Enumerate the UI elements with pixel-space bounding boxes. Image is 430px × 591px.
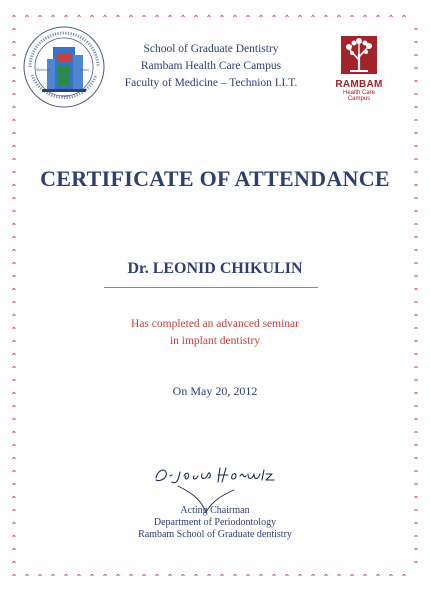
border-flourish [117, 575, 120, 577]
rambam-tree-logo-icon [341, 36, 377, 74]
border-flourish [415, 81, 418, 83]
signatory-title-1: Acting Chairman [180, 505, 250, 516]
border-flourish [13, 29, 16, 31]
border-flourish [260, 575, 263, 577]
border-flourish [208, 575, 211, 577]
border-flourish [415, 237, 418, 239]
header-line-school: School of Graduate Dentistry [143, 43, 279, 55]
border-flourish [415, 471, 418, 473]
border-flourish [65, 16, 68, 18]
border-flourish [247, 16, 250, 18]
border-flourish [208, 16, 211, 18]
border-flourish [415, 211, 418, 213]
border-flourish [221, 16, 224, 18]
border-flourish [143, 16, 146, 18]
border-flourish [13, 367, 16, 369]
header-line-campus: Rambam Health Care Campus [140, 60, 282, 72]
border-flourish [13, 302, 16, 304]
border-flourish [415, 120, 418, 122]
border-flourish [91, 16, 94, 18]
border-flourish [13, 237, 16, 239]
border-flourish [286, 575, 289, 577]
border-flourish [234, 575, 237, 577]
border-flourish [13, 250, 16, 252]
header-line-faculty: Faculty of Medicine – Technion I.I.T. [124, 77, 298, 89]
border-flourish [13, 120, 16, 122]
border-flourish [130, 16, 133, 18]
border-flourish [415, 289, 418, 291]
border-flourish [415, 458, 418, 460]
rambam-logo [333, 36, 385, 104]
border-flourish [13, 81, 16, 83]
border-flourish [286, 16, 289, 18]
border-flourish [415, 250, 418, 252]
border-flourish [52, 16, 55, 18]
border-flourish [13, 549, 16, 551]
border-flourish [299, 16, 302, 18]
border-flourish [13, 16, 16, 18]
border-flourish [13, 575, 16, 577]
border-flourish [156, 575, 159, 577]
border-flourish [13, 159, 16, 161]
certificate-title: CERTIFICATE OF ATTENDANCE [40, 166, 390, 191]
border-flourish [13, 146, 16, 148]
border-flourish [182, 575, 185, 577]
border-flourish [415, 406, 418, 408]
border-flourish [13, 380, 16, 382]
border-flourish [169, 16, 172, 18]
border-flourish [39, 16, 42, 18]
border-flourish [415, 94, 418, 96]
border-flourish [13, 458, 16, 460]
border-flourish [195, 575, 198, 577]
border-flourish [415, 380, 418, 382]
border-flourish [415, 146, 418, 148]
border-flourish [312, 16, 315, 18]
border-flourish [415, 432, 418, 434]
border-flourish [415, 55, 418, 57]
border-flourish [273, 575, 276, 577]
border-flourish [143, 575, 146, 577]
border-flourish [13, 42, 16, 44]
border-flourish [415, 224, 418, 226]
border-flourish [234, 16, 237, 18]
border-flourish [130, 575, 133, 577]
technion-faculty-seal-icon [22, 25, 106, 109]
border-flourish [13, 484, 16, 486]
border-flourish [390, 16, 393, 18]
border-flourish [13, 198, 16, 200]
border-flourish [415, 445, 418, 447]
border-flourish [13, 445, 16, 447]
border-flourish [338, 16, 341, 18]
border-flourish [39, 575, 42, 577]
border-flourish [91, 575, 94, 577]
border-flourish [13, 68, 16, 70]
border-flourish [182, 16, 185, 18]
signatory-title-3: Rambam School of Graduate dentistry [138, 529, 292, 540]
border-flourish [13, 94, 16, 96]
border-flourish [78, 16, 81, 18]
rambam-logo-sub-2: Campus [347, 96, 371, 102]
rambam-logo-name: RAMBAM [335, 79, 383, 90]
border-flourish [221, 575, 224, 577]
border-flourish [312, 575, 315, 577]
border-flourish [13, 289, 16, 291]
border-flourish [13, 211, 16, 213]
border-flourish [364, 16, 367, 18]
border-flourish [351, 16, 354, 18]
border-flourish [415, 484, 418, 486]
border-flourish [415, 419, 418, 421]
border-flourish [325, 16, 328, 18]
border-flourish [415, 302, 418, 304]
border-flourish [415, 68, 418, 70]
svg-text:Israel: Israel [80, 68, 89, 72]
border-flourish [13, 432, 16, 434]
border-flourish [13, 471, 16, 473]
border-flourish [26, 16, 29, 18]
seminar-description [0, 316, 430, 350]
border-flourish [156, 16, 159, 18]
border-flourish [195, 16, 198, 18]
border-flourish [13, 406, 16, 408]
certificate-date: On May 20, 2012 [172, 384, 258, 398]
border-flourish [65, 575, 68, 577]
border-flourish [273, 16, 276, 18]
border-flourish [364, 575, 367, 577]
border-flourish [13, 497, 16, 499]
svg-text:Technion: Technion [36, 68, 51, 72]
border-flourish [415, 562, 418, 564]
border-flourish [52, 575, 55, 577]
rambam-logo-sub-1: Health Care [342, 90, 375, 96]
seminar-line-1: Has completed an advanced seminar [131, 318, 299, 330]
border-flourish [415, 133, 418, 135]
border-flourish [104, 575, 107, 577]
border-flourish [104, 16, 107, 18]
institution-header [100, 41, 322, 92]
border-flourish [169, 575, 172, 577]
border-flourish [351, 575, 354, 577]
border-flourish [26, 575, 29, 577]
seminar-line-2: in implant dentistry [169, 335, 261, 347]
border-flourish [338, 575, 341, 577]
svg-text:1925: 1925 [61, 94, 69, 98]
border-flourish [415, 107, 418, 109]
border-flourish [13, 224, 16, 226]
border-flourish [403, 575, 406, 577]
border-flourish [78, 575, 81, 577]
border-flourish [415, 198, 418, 200]
border-flourish [415, 549, 418, 551]
border-flourish [13, 133, 16, 135]
signatory-block [0, 505, 430, 541]
border-flourish [390, 575, 393, 577]
border-flourish [415, 29, 418, 31]
border-flourish [13, 107, 16, 109]
border-flourish [13, 419, 16, 421]
border-flourish [415, 354, 418, 356]
border-flourish [13, 562, 16, 564]
border-flourish [325, 575, 328, 577]
border-flourish [403, 16, 406, 18]
border-flourish [377, 575, 380, 577]
border-flourish [117, 16, 120, 18]
signatory-title-2: Department of Periodontology [153, 517, 277, 528]
border-flourish [415, 159, 418, 161]
border-flourish [13, 55, 16, 57]
border-flourish [415, 42, 418, 44]
border-flourish [415, 497, 418, 499]
border-flourish [415, 367, 418, 369]
border-flourish [13, 354, 16, 356]
border-flourish [247, 575, 250, 577]
border-flourish [260, 16, 263, 18]
recipient-name: Dr. LEONID CHIKULIN [127, 260, 303, 277]
recipient-underline [104, 287, 318, 288]
border-flourish [299, 575, 302, 577]
border-flourish [377, 16, 380, 18]
